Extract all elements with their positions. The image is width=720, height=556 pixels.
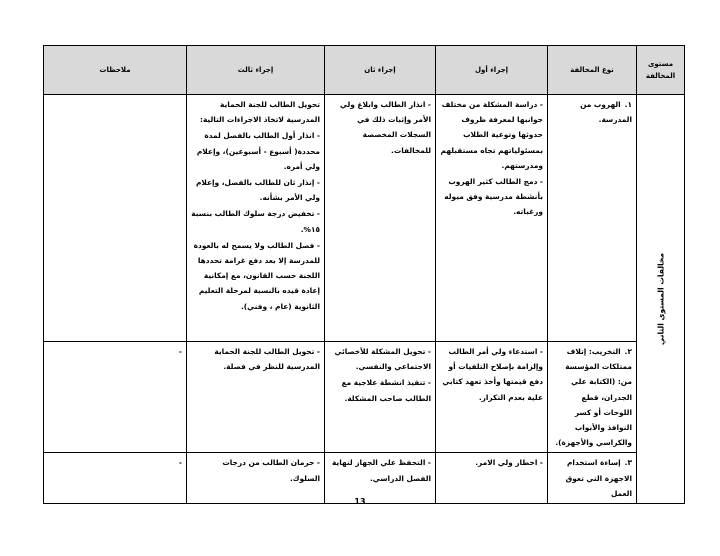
row-number: ١. <box>624 100 632 109</box>
second-action-cell <box>325 95 436 342</box>
header-level: مستوى المخالفة <box>637 46 685 95</box>
action-text: - تحويل الطالب للجنة الحماية المدرسية للنظر في فصلة. <box>214 347 320 372</box>
header-notes: ملاحظات <box>44 46 187 95</box>
second-action-cell <box>325 342 436 453</box>
third-action-cell <box>187 95 325 342</box>
header-third-action: إجراء ثالث <box>187 46 325 95</box>
action-text: - تخفيض درجة سلوك الطالب بنسبة ١٥%. <box>191 209 320 234</box>
level-cell <box>637 95 685 504</box>
first-action-cell <box>436 342 548 453</box>
header-first-action: إجراء أول <box>436 46 548 95</box>
second-action-cell <box>325 453 436 504</box>
violation-type-cell <box>548 453 637 504</box>
action-text: - استدعاء ولي أمر الطالب وإلزامة بإصلاح التلفيات أو دفع قيمتها وأخذ تعهد كتابي علية بعدم التكرار. <box>442 347 543 402</box>
action-text: - انذار أول الطالب بالفصل لمدة محددة( أسبوع - أسبوعين)، وإعلام ولي أمره. <box>196 131 320 171</box>
action-text: - دراسة المشكلة من مختلف جوانبها لمعرفة ظروف حدوثها وتوعية الطلاب بمسئولياتهم تجاه مستقبلهم ومدرستهم. <box>440 100 543 170</box>
page-number: 13 <box>354 497 366 506</box>
action-text: - اخطار ولي الامر. <box>475 458 543 468</box>
header-type: نوع المخالفة <box>548 46 637 95</box>
violation-type-cell <box>548 95 637 342</box>
action-text: - إنذار ثان للطالب بالفصل، وإعلام ولي الأمر بشأنه. <box>195 178 320 203</box>
action-text: - تحويل المشكلة للأخصائي الاجتماعي والنفسي. <box>334 347 431 372</box>
action-text: تحويل الطالب للجنة الحماية المدرسية لاتخاذ الاجراءات التالية: <box>199 100 320 125</box>
first-action-cell <box>436 95 548 342</box>
violations-table <box>43 45 685 504</box>
table-row <box>44 342 685 453</box>
table-row <box>44 95 685 342</box>
level-label: مخالفات المستوى الثاني <box>655 252 665 346</box>
header-second-action: إجراء ثان <box>325 46 436 95</box>
row-number: ٢. <box>624 347 632 356</box>
action-text: - حرمان الطالب من درجات السلوك. <box>222 458 320 483</box>
first-action-cell <box>436 453 548 504</box>
action-text: - تنفيذ انشطة علاجية مع الطالب صاحب المشكلة. <box>341 378 431 403</box>
notes-cell: - <box>44 342 187 453</box>
action-text: - دمج الطالب كثير الهروب بأنشطة مدرسية وفق ميوله ورغباته. <box>444 177 543 217</box>
violation-type-cell <box>548 342 637 453</box>
notes-cell: - <box>44 453 187 504</box>
header-row <box>44 46 685 95</box>
action-text: - التحفظ علي الجهاز لنهاية الفصل الدراسي. <box>331 458 431 483</box>
violation-type: إساءة استخدام الاجهزة التي تعوق العمل <box>565 458 632 498</box>
violation-type: التخريب: إتلاف ممتلكات المؤسسة من: (الكتابة علي الجدران، قطع اللوحات أو كسر النوافذ والأبواب والكراسي والأجهزة). <box>555 347 632 448</box>
notes-cell <box>44 95 187 342</box>
row-number: ٣. <box>624 458 632 468</box>
table-row <box>44 453 685 504</box>
third-action-cell <box>187 342 325 453</box>
violation-type: الهروب من المدرسة. <box>580 100 632 125</box>
action-text: - فصل الطالب ولا يسمح له بالعودة للمدرسة إلا بعد دفع غرامة تحددها اللجنة حسب القانون، مع إمكانية إعادة قيده بالنسبة لمرحلة التعليم الثانوية (عام ، وفني). <box>193 240 320 311</box>
action-text: - انذار الطالب وابلاغ ولي الأمر وإثبات ذلك في السجلات المخصصة للمخالفات. <box>339 100 431 155</box>
third-action-cell <box>187 453 325 504</box>
